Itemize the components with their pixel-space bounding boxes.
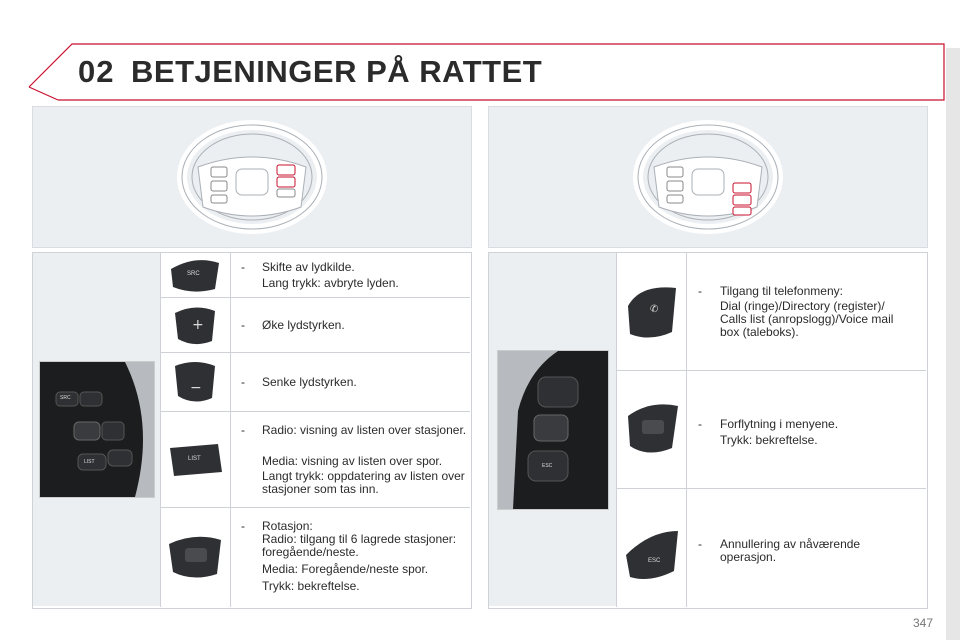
esc-button-label: ESC (648, 558, 661, 564)
src-button-label: SRC (187, 271, 200, 277)
src-text-1: Skifte av lydkilde. (262, 260, 355, 274)
src-text-2: Lang trykk: avbryte lyden. (262, 276, 399, 290)
list-text-1: Radio: visning av listen over stasjoner. (262, 423, 467, 437)
esc-button-image (620, 525, 684, 585)
volume-down-button-image (170, 358, 220, 406)
svg-text:+: + (192, 317, 204, 333)
phone-text-1: Tilgang til telefonmeny: (720, 284, 843, 298)
page-title: BETJENINGER PÅ RATTET (131, 54, 543, 89)
list-text-3: Langt trykk: oppdatering av listen over stasjoner som tas inn. (262, 469, 465, 496)
list-text-2: Media: visning av listen over spor. (262, 454, 443, 468)
page-number: 347 (913, 616, 934, 630)
rotary-text-2: Radio: tilgang til 6 lagrede stasjoner: foregående/neste. (262, 532, 457, 559)
src-button-image (165, 255, 225, 295)
svg-text:✆: ✆ (650, 304, 659, 315)
phone-button-image (620, 282, 682, 344)
menu-text-2: Trykk: bekreftelse. (720, 433, 818, 447)
rotary-text-3: Media: Foregående/neste spor. (262, 562, 429, 576)
steering-wheel-panel-left (32, 106, 472, 248)
overview-src-label: SRC (60, 395, 71, 401)
overview-esc-label: ESC (542, 463, 553, 469)
rotary-text-1: Rotasjon: (262, 519, 313, 533)
list-button-image (166, 440, 226, 480)
rotary-text-4: Trykk: bekreftelse. (262, 579, 360, 593)
right-switch-overview-image (497, 350, 609, 510)
steering-wheel-icon (33, 107, 471, 247)
rotary-button-image (165, 530, 225, 582)
left-switch-overview-image (39, 361, 155, 498)
menu-text-1: Forflytning i menyene. (720, 417, 839, 431)
phone-text-2: Dial (ringe)/Directory (register)/ Calls list (anropslogg)/Voice mail box (taleboks). (720, 299, 894, 339)
steering-wheel-icon (489, 107, 927, 247)
page-edge-strip (946, 48, 960, 640)
volume-down-text: Senke lydstyrken. (262, 375, 357, 389)
list-button-label: LIST (188, 456, 201, 462)
esc-text: Annullering av nåværende operasjon. (720, 537, 861, 564)
steering-wheel-panel-right (488, 106, 928, 248)
volume-up-text: Øke lydstyrken. (262, 318, 345, 332)
menu-rotary-button-image (622, 398, 682, 458)
volume-up-button-image (170, 303, 220, 348)
overview-list-label: LIST (84, 459, 95, 465)
chapter-number: 02 (78, 54, 115, 89)
svg-text:−: − (190, 380, 202, 396)
